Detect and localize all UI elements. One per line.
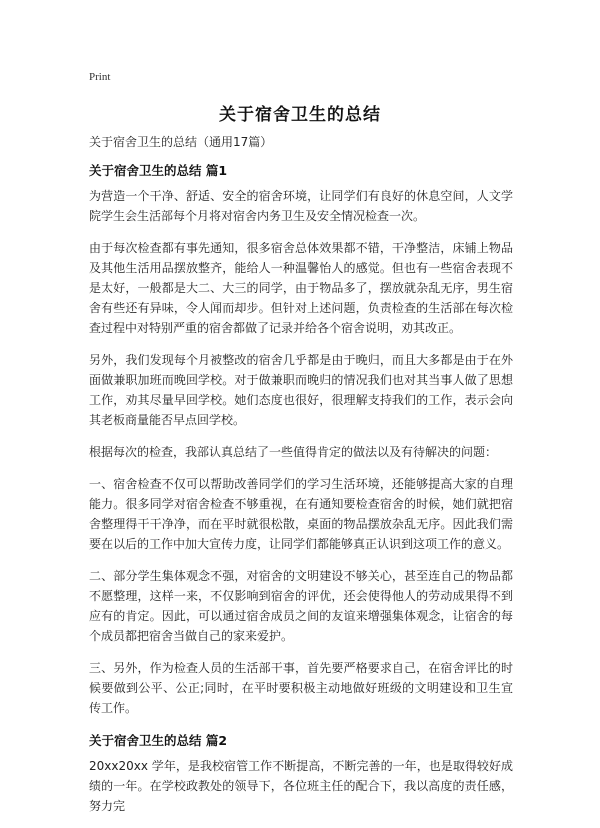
paragraph: 根据每次的检查，我部认真总结了一些值得肯定的做法以及有待解决的问题： — [89, 445, 498, 459]
section-2 — [89, 730, 513, 816]
paragraph: 一、宿舍检查不仅可以帮助改善同学们的学习生活环境，还能够提高大家的自理能力。很多同学对宿舍检查不够重视，在有通知要检查宿舍的时候，她们就把宿舍整理得干干净净，而在平时就很松散，桌面的物品摆放杂乱无序。因此我们需要在以后的工作中加大宣传力度，让同学们都能够真正认识到这项工作的意义。 — [89, 477, 513, 551]
document-body — [89, 132, 513, 828]
document-subtitle: 关于宿舍卫生的总结（通用17篇） — [89, 135, 273, 149]
paragraph: 20xx20xx 学年，是我校宿管工作不断提高，不断完善的一年，也是取得较好成绩的一年。在学校政教处的领导下，各位班主任的配合下，我以高度的责任感，努力完 — [89, 759, 513, 813]
paragraph: 为营造一个干净、舒适、安全的宿舍环境，让同学们有良好的休息空间，人文学院学生会生活部每个月将对宿舍内务卫生及安全情况检查一次。 — [89, 189, 513, 223]
page-title: 关于宿舍卫生的总结 — [219, 105, 381, 125]
paragraph: 三、另外，作为检查人员的生活部干事，首先要严格要求自己，在宿舍评比的时候要做到公平、公正;同时，在平时要积极主动地做好班级的文明建设和卫生宣传工作。 — [89, 661, 513, 715]
paragraph: 二、部分学生集体观念不强，对宿舍的文明建设不够关心，甚至连自己的物品都不愿整理，这样一来，不仅影响到宿舍的评优，还会使得他人的劳动成果得不到应有的肯定。因此，可以通过宿舍成员之间的友谊来增强集体观念，让宿舍的每个成员都把宿舍当做自己的家来爱护。 — [89, 569, 513, 643]
section-heading: 关于宿舍卫生的总结 篇2 — [89, 733, 228, 748]
paragraph: 由于每次检查都有事先通知，很多宿舍总体效果都不错，干净整洁，床铺上物品及其他生活用品摆放整齐，能给人一种温馨怡人的感觉。但也有一些宿舍表现不是太好，一般都是大二、大三的同学，由于物品多了，摆放就杂乱无序，男生宿舍有些还有异味，令人闻而却步。但针对上述问题，负责检查的生活部在每次检查过程中对特别严重的宿舍都做了记录并给各个宿舍说明，劝其改正。 — [89, 241, 513, 335]
print-label[interactable]: Print — [89, 71, 111, 83]
paragraph: 另外，我们发现每个月被整改的宿舍几乎都是由于晚归，而且大多都是由于在外面做兼职加班而晚回学校。对于做兼职而晚归的情况我们也对其当事人做了思想工作，劝其尽量早回学校。她们态度也很好，很理解支持我们的工作，表示会向其老板商量能否早点回学校。 — [89, 353, 513, 427]
section-heading: 关于宿舍卫生的总结 篇1 — [89, 163, 228, 178]
section-1 — [89, 160, 513, 718]
